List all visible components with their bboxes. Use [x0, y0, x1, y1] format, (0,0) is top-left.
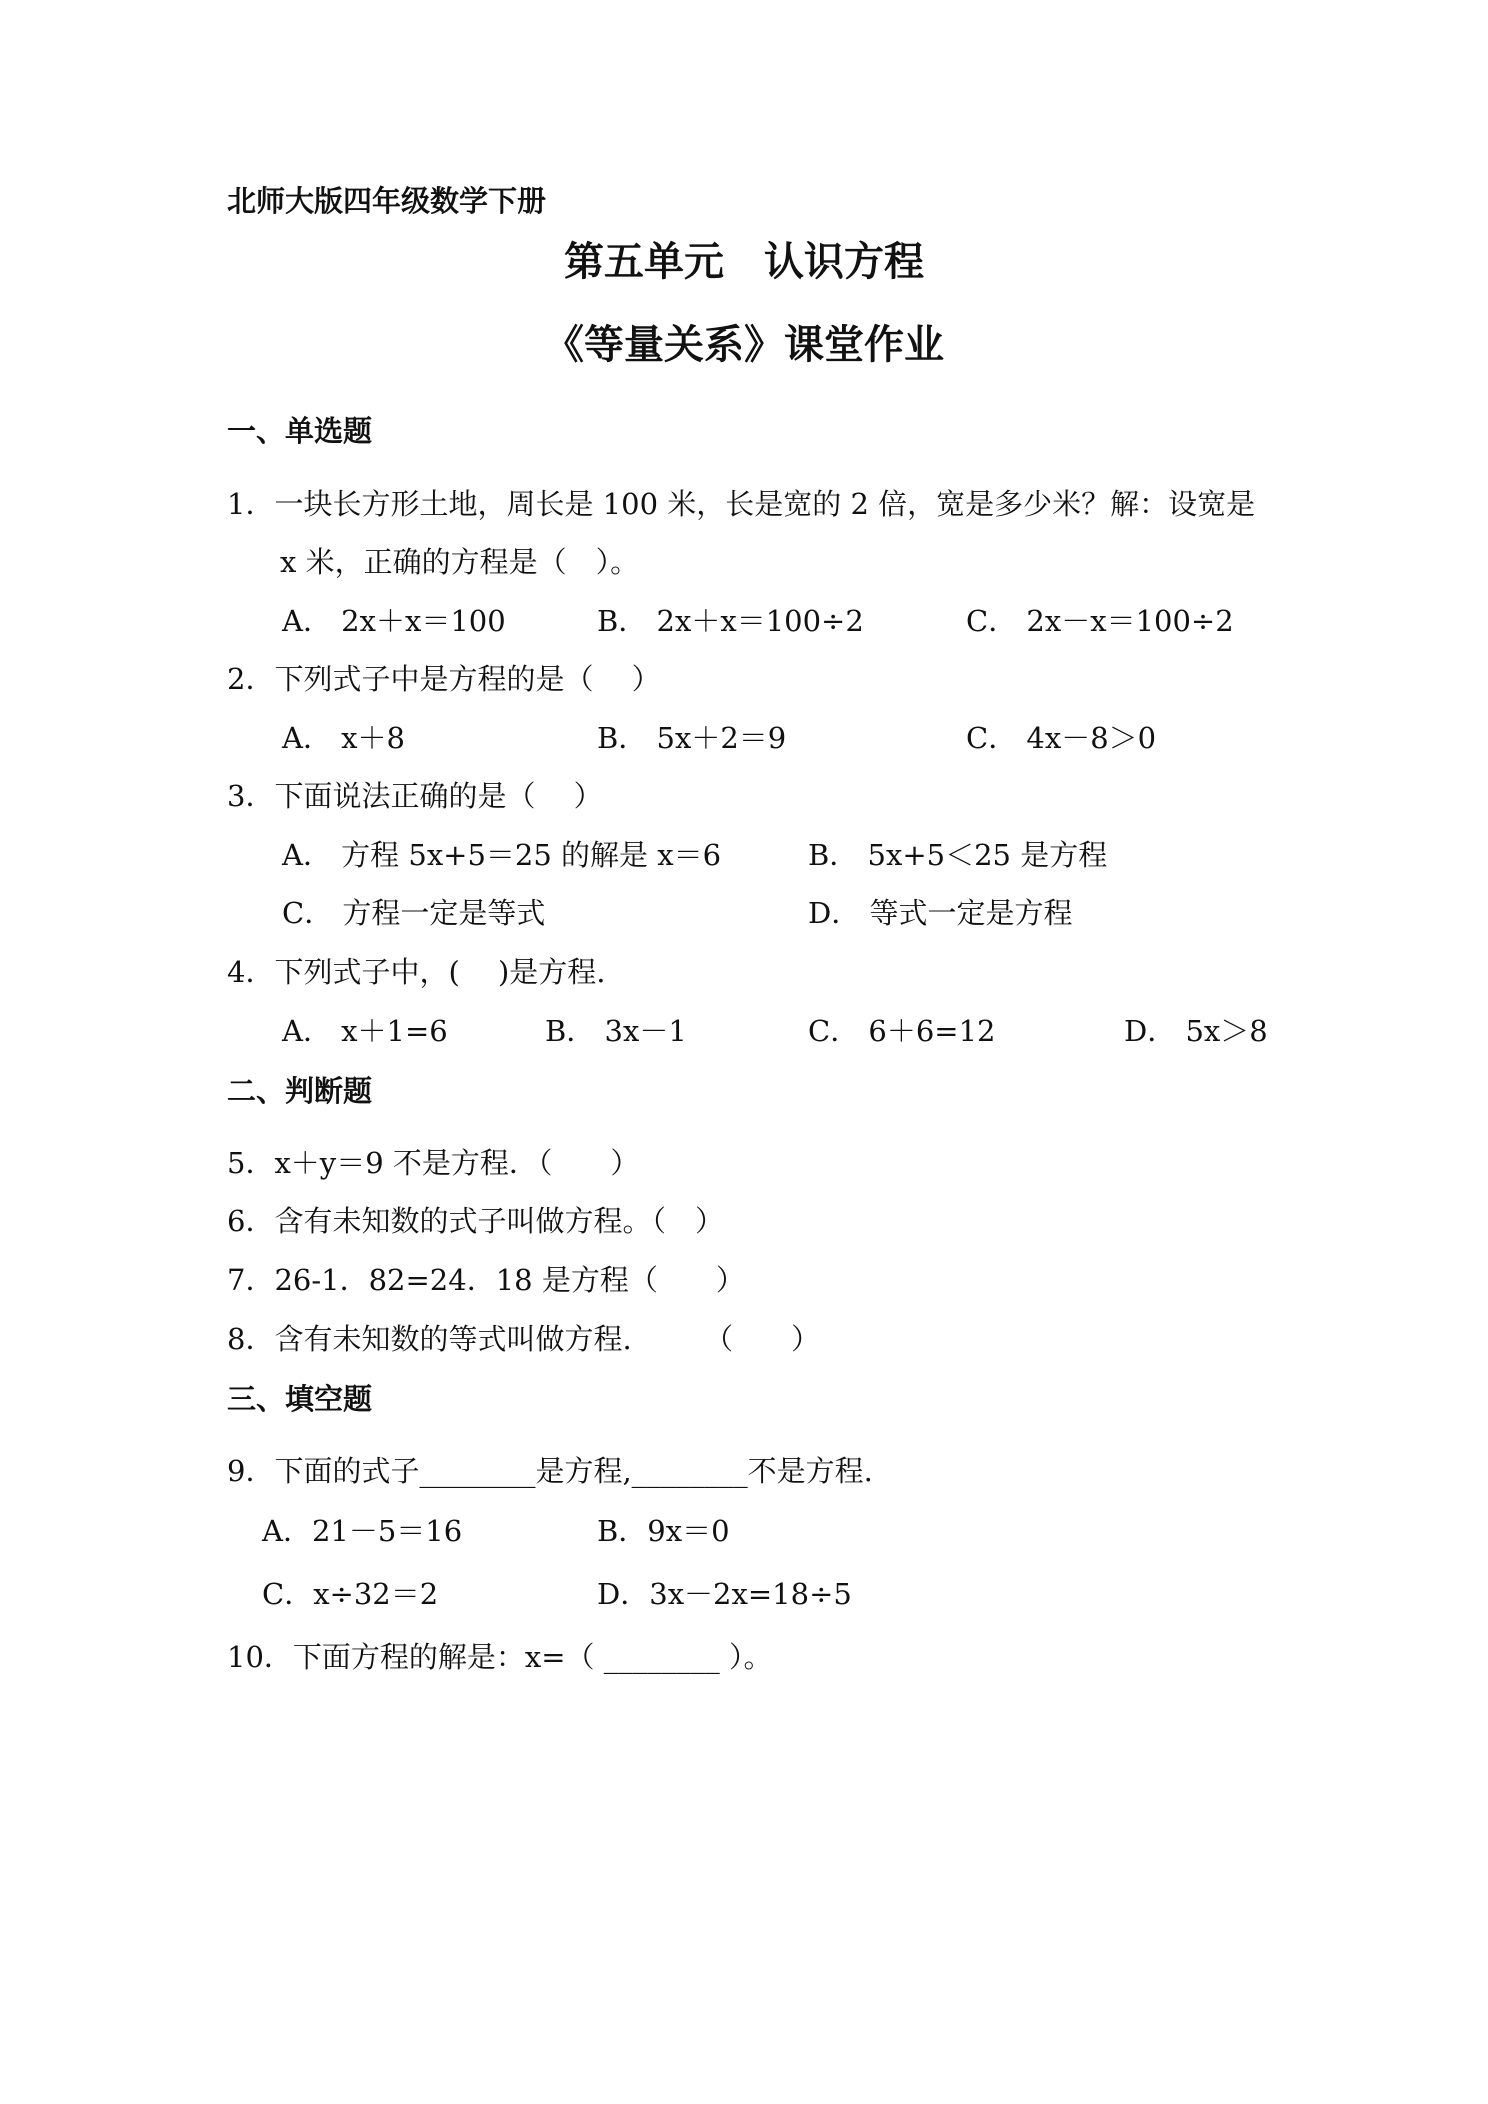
question-6: 6．含有未知数的式子叫做方程。（ ）	[227, 1204, 724, 1238]
question-4-option-a: A． x＋1=6	[282, 1014, 448, 1048]
question-1-line-2: x 米，正确的方程是（ ）。	[280, 545, 640, 579]
question-8: 8．含有未知数的等式叫做方程. （ ）	[227, 1322, 821, 1356]
section-heading-single-choice: 一、单选题	[227, 414, 373, 448]
question-1-option-a: A． 2x＋x＝100	[282, 604, 506, 638]
question-2-option-c: C． 4x－8＞0	[966, 721, 1157, 755]
page-subtitle: 《等量关系》课堂作业	[544, 322, 944, 368]
question-2-stem: 2．下列式子中是方程的是（ ）	[227, 662, 661, 696]
question-3-option-d: D． 等式一定是方程	[808, 896, 1073, 930]
question-3-stem: 3．下面说法正确的是（ ）	[227, 779, 603, 813]
question-2-option-a: A． x＋8	[282, 721, 405, 755]
question-1-option-c: C． 2x－x＝100÷2	[966, 604, 1234, 638]
question-9-option-d: D．3x－2x=18÷5	[597, 1577, 852, 1611]
question-3-option-c: C． 方程一定是等式	[282, 896, 546, 930]
question-4-option-b: B． 3x－1	[545, 1014, 687, 1048]
question-4-stem: 4．下列式子中，( )是方程.	[227, 955, 606, 989]
question-4-option-c: C． 6＋6=12	[808, 1014, 996, 1048]
section-heading-fill-in: 三、填空题	[227, 1382, 373, 1416]
question-2-option-b: B． 5x＋2＝9	[597, 721, 787, 755]
question-3-option-a: A． 方程 5x+5＝25 的解是 x＝6	[282, 838, 722, 872]
question-7: 7．26-1．82=24．18 是方程（ ）	[227, 1263, 745, 1297]
page-title: 第五单元 认识方程	[564, 239, 924, 285]
document-header: 北师大版四年级数学下册	[227, 184, 547, 218]
question-9-option-b: B．9x＝0	[597, 1514, 730, 1548]
question-5: 5．x＋y＝9 不是方程．（ ）	[227, 1146, 640, 1180]
question-10: 10．下面方程的解是：x=（ ________ ）。	[227, 1640, 773, 1674]
question-9-option-c: C．x÷32＝2	[262, 1577, 439, 1611]
question-4-option-d: D． 5x＞8	[1124, 1014, 1268, 1048]
question-9-option-a: A．21－5＝16	[262, 1514, 463, 1548]
question-1-line-1: 1．一块长方形土地，周长是 100 米，长是宽的 2 倍，宽是多少米？解：设宽是	[227, 487, 1256, 521]
question-9-stem: 9．下面的式子________是方程,________不是方程.	[227, 1454, 873, 1488]
section-heading-true-false: 二、判断题	[227, 1074, 373, 1108]
question-3-option-b: B． 5x+5＜25 是方程	[808, 838, 1108, 872]
question-1-option-b: B． 2x＋x＝100÷2	[597, 604, 864, 638]
